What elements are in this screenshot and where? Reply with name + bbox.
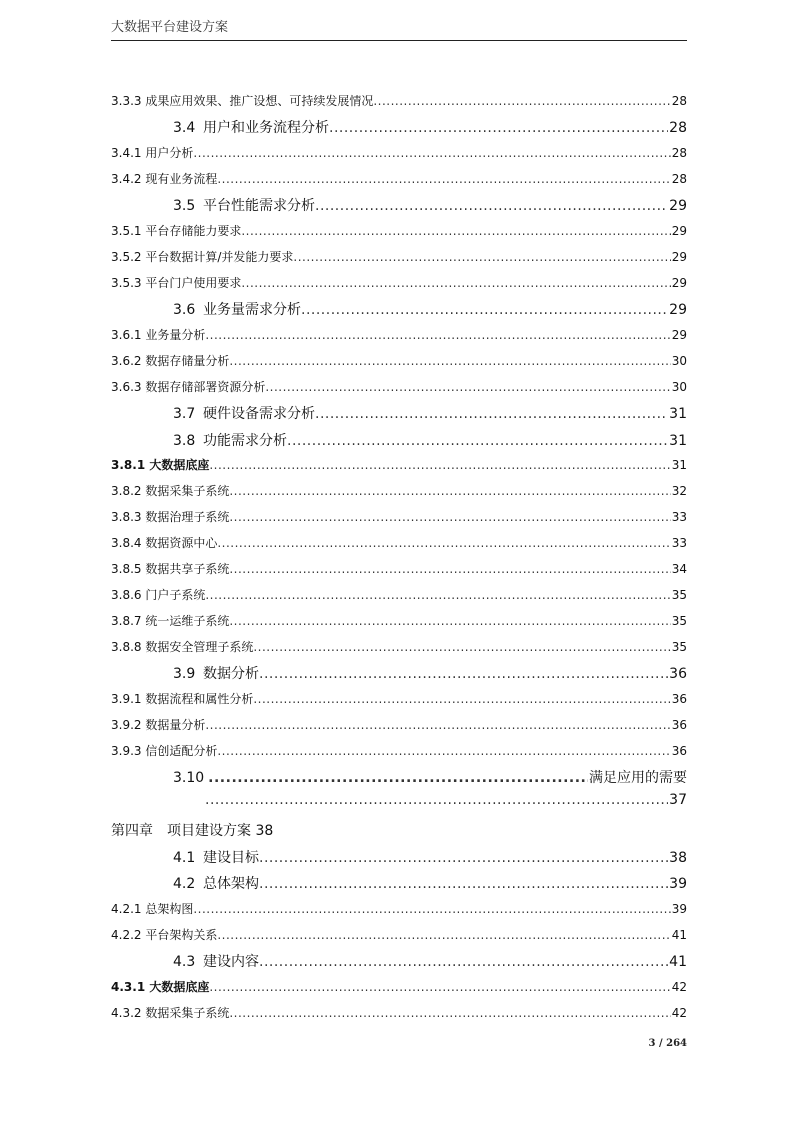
toc-leader-dots xyxy=(217,536,670,550)
toc-entry[interactable] xyxy=(111,456,687,473)
toc-entry-text: 4.3.2 数据采集子系统 xyxy=(111,1006,230,1020)
toc-page-number: 28 xyxy=(671,172,687,186)
toc-page-number: 41 xyxy=(671,928,687,942)
toc-entry[interactable] xyxy=(111,170,687,187)
toc-entry[interactable] xyxy=(111,873,687,893)
toc-chapter-heading[interactable] xyxy=(111,820,687,840)
toc-entry-text: 3.8.1 大数据底座 xyxy=(111,458,210,472)
toc-leader-dots xyxy=(259,850,668,866)
toc-page-number: 36 xyxy=(669,666,687,682)
toc-page-number: 30 xyxy=(671,354,687,368)
toc-entry[interactable] xyxy=(111,92,687,109)
toc-leader-dots xyxy=(205,792,668,808)
toc-page-number: 28 xyxy=(671,146,687,160)
toc-section-number: 4.1 xyxy=(173,850,196,866)
toc-leader-dots xyxy=(217,744,670,758)
toc-section-number: 3.9 xyxy=(173,666,196,682)
toc-leader-dots xyxy=(259,954,668,970)
toc-entry-continuation[interactable] xyxy=(111,792,687,808)
toc-leader-dots xyxy=(217,172,670,186)
page-header xyxy=(111,14,687,41)
toc-entry[interactable] xyxy=(111,1004,687,1021)
toc-leader-dots xyxy=(205,328,670,342)
toc-page-number: 35 xyxy=(671,640,687,654)
toc-page-number: 41 xyxy=(669,954,687,970)
toc-entry[interactable] xyxy=(111,534,687,551)
toc-leader-dots xyxy=(301,302,668,318)
toc-entry[interactable] xyxy=(111,222,687,239)
toc-leader-dots xyxy=(205,718,670,732)
toc-entry-text: 3.5.3 平台门户使用要求 xyxy=(111,276,242,290)
toc-entry[interactable] xyxy=(111,560,687,577)
toc-section-number: 4.3 xyxy=(173,954,196,970)
toc-entry-text: 3.8.3 数据治理子系统 xyxy=(111,510,230,524)
toc-entry[interactable] xyxy=(111,951,687,971)
toc-section-number: 3.8 xyxy=(173,433,196,449)
toc-entry-text: 数据分析 xyxy=(203,666,259,682)
toc-page-number: 28 xyxy=(671,94,687,108)
toc-entry-text: 3.8.2 数据采集子系统 xyxy=(111,484,230,498)
toc-leader-dots xyxy=(217,928,670,942)
toc-entry-text: 用户和业务流程分析 xyxy=(203,120,329,136)
toc-leader-dots xyxy=(205,588,670,602)
toc-entry[interactable] xyxy=(111,378,687,395)
toc-entry-text: 3.8.4 数据资源中心 xyxy=(111,536,218,550)
toc-entry[interactable] xyxy=(111,299,687,319)
toc-entry[interactable] xyxy=(111,638,687,655)
toc-page-number: 36 xyxy=(671,718,687,732)
toc-entry-text: 4.2.2 平台架构关系 xyxy=(111,928,218,942)
toc-page-number: 34 xyxy=(671,562,687,576)
toc-page-number: 29 xyxy=(671,328,687,342)
toc-entry-text: 第四章 项目建设方案 38 xyxy=(111,823,274,839)
toc-entry[interactable] xyxy=(111,926,687,943)
toc-entry-text: 3.6.2 数据存储量分析 xyxy=(111,354,230,368)
toc-entry[interactable] xyxy=(111,195,687,215)
toc-section-number: 3.4 xyxy=(173,120,196,136)
toc-entry[interactable] xyxy=(111,847,687,867)
toc-entry-text: 3.6.3 数据存储部署资源分析 xyxy=(111,380,266,394)
toc-entry[interactable] xyxy=(111,690,687,707)
toc-page-number: 37 xyxy=(669,792,687,808)
toc-leader-dots xyxy=(373,94,670,108)
toc-entry-text: 3.4.2 现有业务流程 xyxy=(111,172,218,186)
toc-page-number: 29 xyxy=(671,250,687,264)
toc-entry[interactable] xyxy=(111,508,687,525)
toc-leader-dots xyxy=(287,433,668,449)
toc-entry[interactable] xyxy=(111,403,687,423)
toc-entry-text: 总体架构 xyxy=(203,876,259,892)
toc-entry[interactable] xyxy=(111,248,687,265)
toc-leader-dots xyxy=(193,146,670,160)
toc-entry-text: 3.9.2 数据量分析 xyxy=(111,718,206,732)
toc-section-number: 4.2 xyxy=(173,876,196,892)
toc-page-number: 36 xyxy=(671,692,687,706)
toc-leader-dots xyxy=(253,640,670,654)
toc-page-number: 30 xyxy=(671,380,687,394)
toc-leader-dots xyxy=(253,692,670,706)
toc-leader-dots xyxy=(259,876,668,892)
page-indicator: 3 / 264 xyxy=(648,1038,687,1049)
toc-entry[interactable] xyxy=(111,586,687,603)
toc-section-number: 3.5 xyxy=(173,198,196,214)
toc-page-number: 42 xyxy=(671,1006,687,1020)
toc-page-number: 28 xyxy=(669,120,687,136)
toc-section-number: 3.10 xyxy=(173,770,205,786)
toc-entry[interactable] xyxy=(111,612,687,629)
toc-entry[interactable] xyxy=(111,482,687,499)
toc-entry-text: 4.2.1 总架构图 xyxy=(111,902,194,916)
toc-entry[interactable] xyxy=(111,663,687,683)
toc-leader-dots xyxy=(208,770,588,786)
toc-leader-dots xyxy=(241,276,670,290)
toc-page-number: 29 xyxy=(669,198,687,214)
toc-page-number: 31 xyxy=(669,406,687,422)
toc-page-number: 29 xyxy=(671,224,687,238)
toc-entry-text: 3.5.1 平台存储能力要求 xyxy=(111,224,242,238)
toc-leader-dots xyxy=(209,458,670,472)
toc-entry-text: 3.8.5 数据共享子系统 xyxy=(111,562,230,576)
toc-leader-dots xyxy=(229,614,670,628)
toc-leader-dots xyxy=(209,980,670,994)
toc-entry-text: 3.6.1 业务量分析 xyxy=(111,328,206,342)
toc-entry-text: 硬件设备需求分析 xyxy=(203,406,315,422)
toc-entry-text: 功能需求分析 xyxy=(203,433,287,449)
toc-page-number: 31 xyxy=(669,433,687,449)
toc-entry[interactable] xyxy=(111,978,687,995)
toc-entry[interactable] xyxy=(111,274,687,291)
toc-entry[interactable] xyxy=(111,430,687,450)
toc-page-number: 35 xyxy=(671,614,687,628)
toc-entry-text: 3.4.1 用户分析 xyxy=(111,146,194,160)
toc-entry-text: 4.3.1 大数据底座 xyxy=(111,980,210,994)
toc-leader-dots xyxy=(265,380,670,394)
toc-leader-dots xyxy=(229,484,670,498)
toc-entry-text: 3.3.3 成果应用效果、推广设想、可持续发展情况 xyxy=(111,94,374,108)
toc-page-number: 32 xyxy=(671,484,687,498)
toc-entry-text: 建设目标 xyxy=(203,850,259,866)
toc-page-number: 33 xyxy=(671,510,687,524)
toc-entry-text: 建设内容 xyxy=(203,954,259,970)
toc-entry-text: 3.8.8 数据安全管理子系统 xyxy=(111,640,254,654)
toc-leader-dots xyxy=(193,902,670,916)
toc-leader-dots xyxy=(229,562,670,576)
toc-entry-text: 3.5.2 平台数据计算/并发能力要求 xyxy=(111,250,294,264)
toc-page-number: 33 xyxy=(671,536,687,550)
toc-page-number: 42 xyxy=(671,980,687,994)
toc-entry[interactable] xyxy=(111,742,687,759)
toc-entry-text: 业务量需求分析 xyxy=(203,302,301,318)
toc-entry[interactable] xyxy=(111,144,687,161)
toc-page-number: 39 xyxy=(671,902,687,916)
toc-entry[interactable] xyxy=(111,716,687,733)
toc-entry-text: 3.9.1 数据流程和属性分析 xyxy=(111,692,254,706)
toc-leader-dots xyxy=(229,354,670,368)
toc-entry[interactable] xyxy=(111,352,687,369)
toc-page-number: 36 xyxy=(671,744,687,758)
toc-entry-text: 3.8.6 门户子系统 xyxy=(111,588,206,602)
toc-leader-dots xyxy=(329,120,668,136)
toc-section-number: 3.7 xyxy=(173,406,196,422)
toc-section-number: 3.6 xyxy=(173,302,196,318)
toc-entry[interactable] xyxy=(111,117,687,137)
toc-page-number: 29 xyxy=(669,302,687,318)
toc-entry[interactable] xyxy=(111,900,687,917)
header-title: 大数据平台建设方案 xyxy=(111,20,229,35)
toc-leader-dots xyxy=(229,1006,670,1020)
toc-leader-dots xyxy=(293,250,670,264)
toc-page-number: 35 xyxy=(671,588,687,602)
toc-entry-wrapped[interactable] xyxy=(111,767,687,787)
toc-page-number: 38 xyxy=(669,850,687,866)
toc-entry[interactable] xyxy=(111,326,687,343)
toc-leader-dots xyxy=(229,510,670,524)
toc-page-number: 29 xyxy=(671,276,687,290)
toc-leader-dots xyxy=(241,224,670,238)
toc-entry-text: 3.9.3 信创适配分析 xyxy=(111,744,218,758)
toc-leader-dots xyxy=(259,666,668,682)
toc-entry-text: 平台性能需求分析 xyxy=(203,198,315,214)
toc-page-number: 39 xyxy=(669,876,687,892)
toc-page-number: 31 xyxy=(671,458,687,472)
toc-entry-text: 3.8.7 统一运维子系统 xyxy=(111,614,230,628)
toc-leader-dots xyxy=(315,406,668,422)
toc-leader-dots xyxy=(315,198,668,214)
toc-entry-text: 满足应用的需要 xyxy=(589,770,687,786)
